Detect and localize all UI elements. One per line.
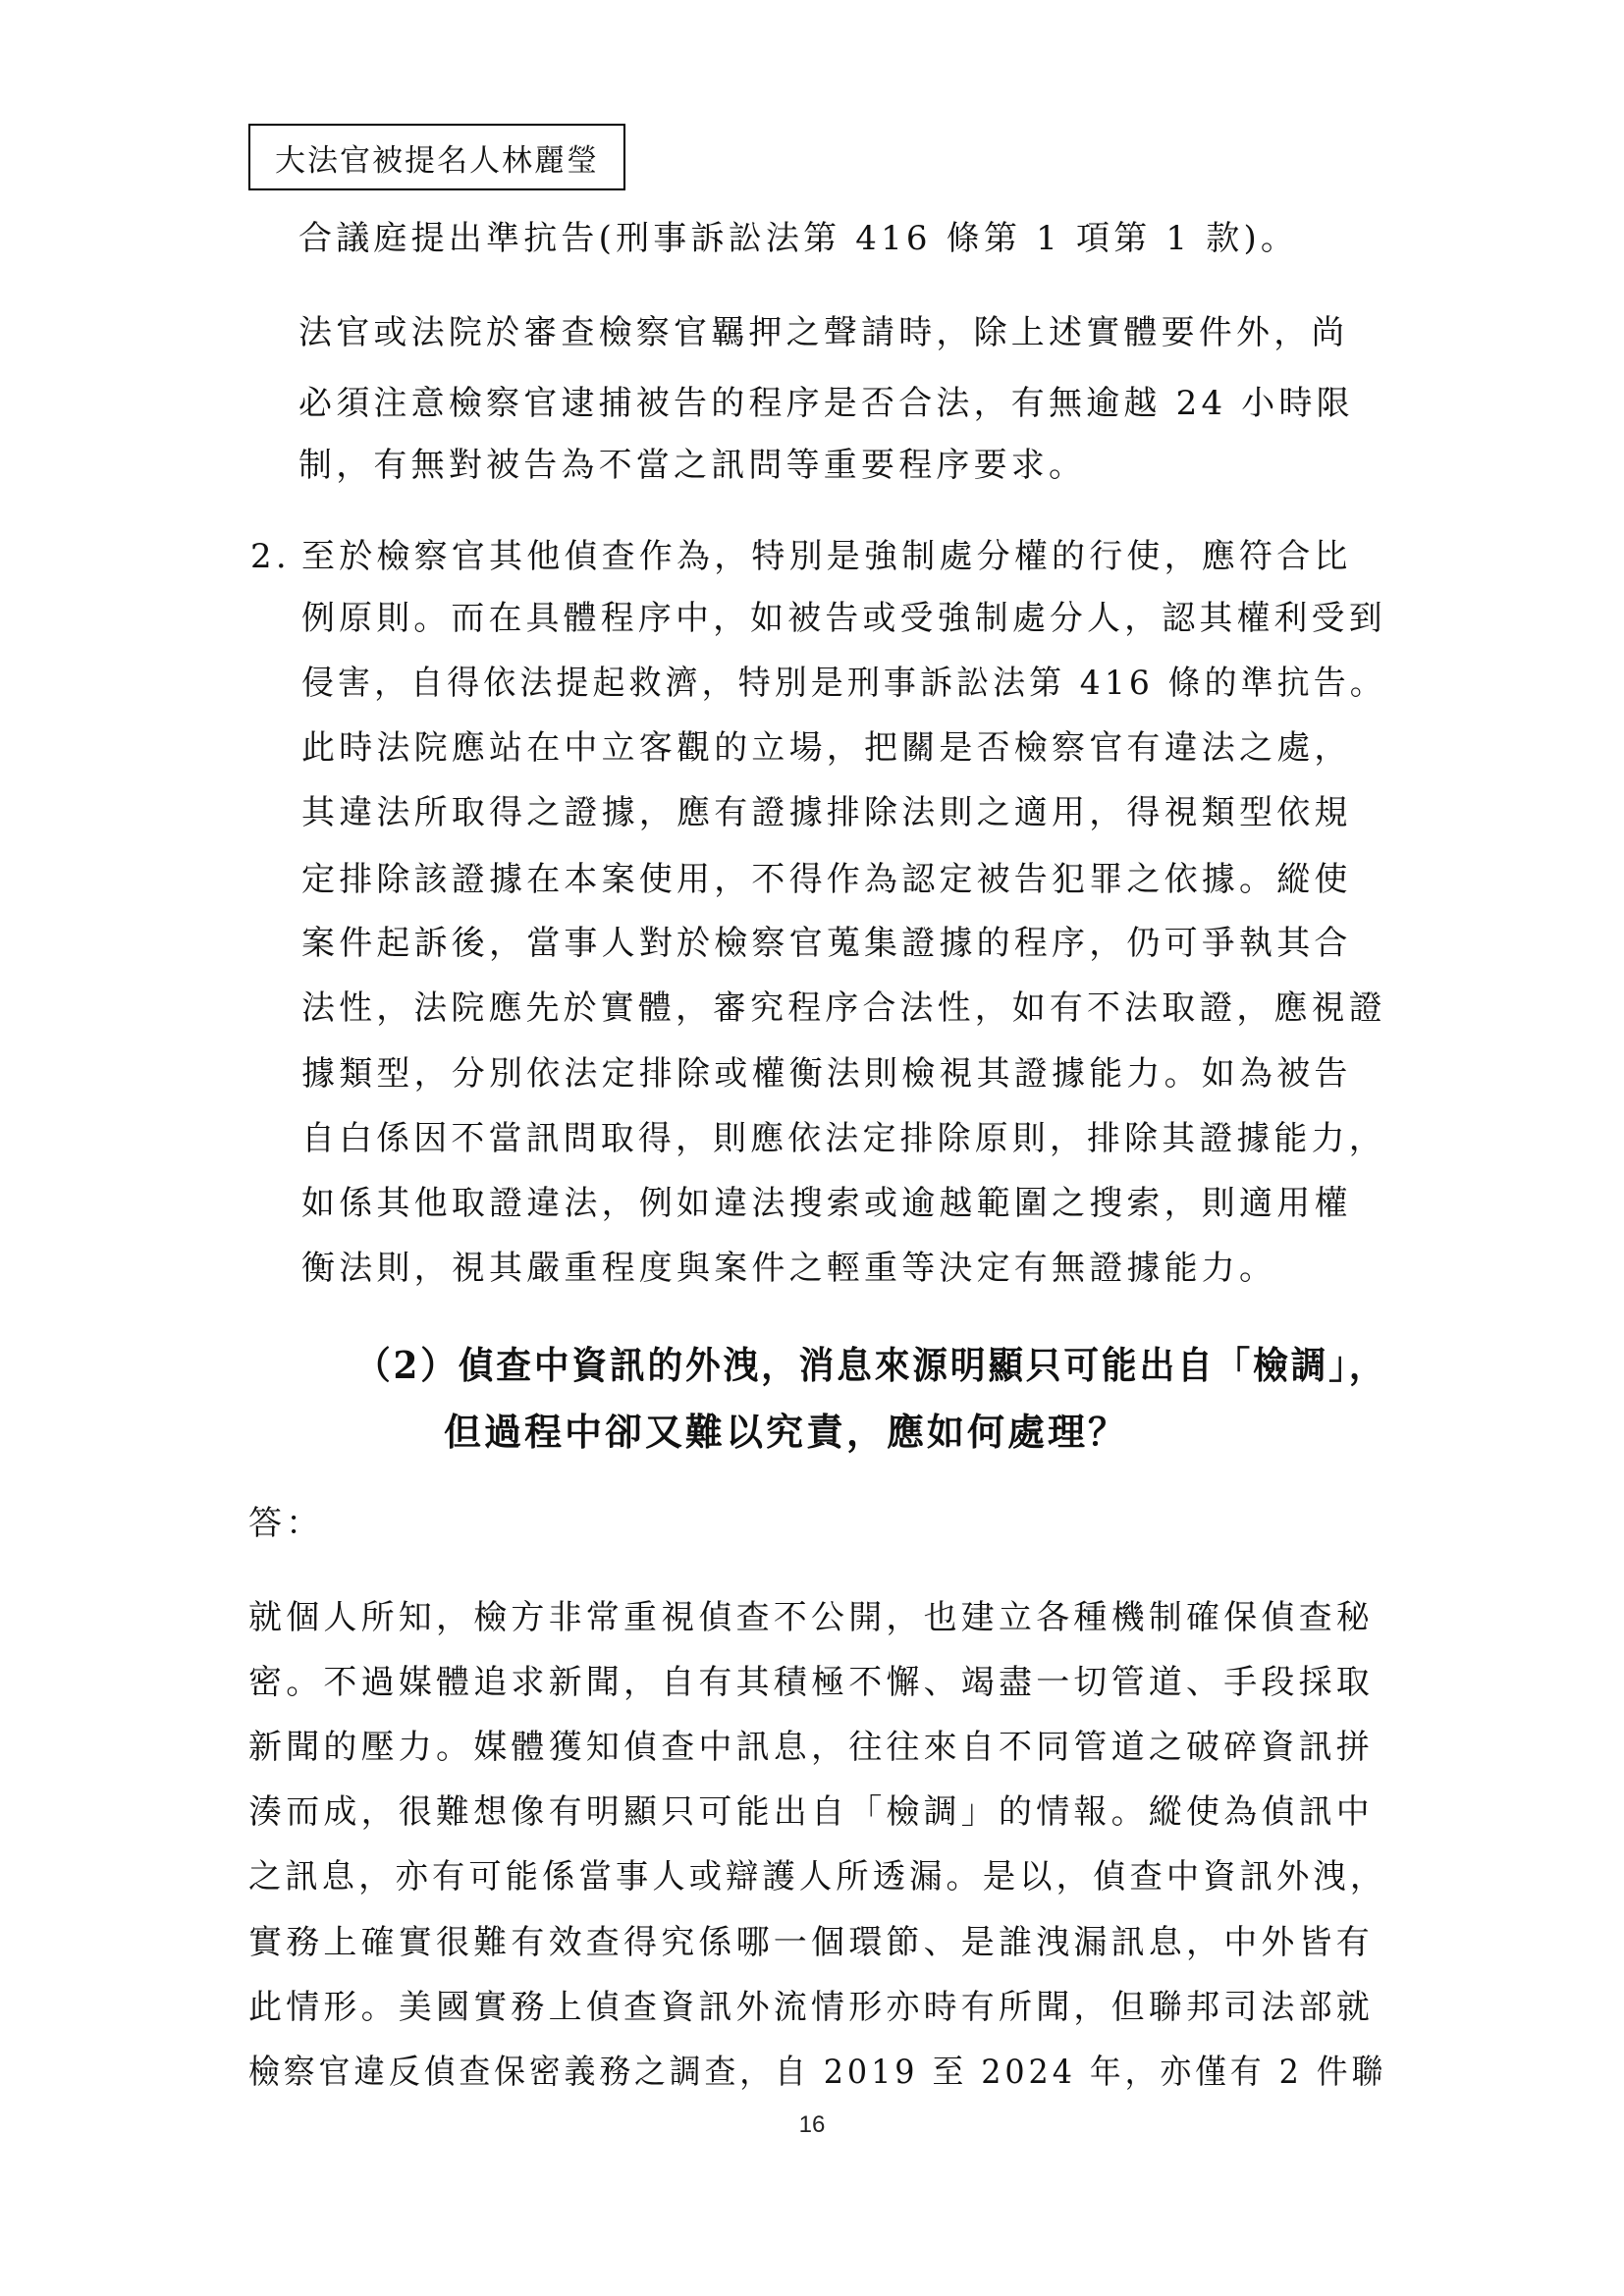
paragraph-line: 制，有無對被告為不當之訊問等重要程序要求。 <box>298 446 1087 485</box>
answer-line: 密。不過媒體追求新聞，自有其積極不懈、竭盡一切管道、手段採取 <box>248 1663 1374 1702</box>
page-number: 16 <box>798 2111 826 2138</box>
list-item-line: 衡法則，視其嚴重程度與案件之輕重等決定有無證據能力。 <box>301 1249 1277 1288</box>
answer-line: 湊而成，很難想像有明顯只可能出自「檢調」的情報。縱使為偵訊中 <box>248 1792 1374 1832</box>
question-heading-continued: 但過程中卻又難以究責，應如何處理？ <box>444 1410 1129 1454</box>
nominee-header-box: 大法官被提名人林麗瑩 <box>248 124 625 190</box>
list-item-line: 例原則。而在具體程序中，如被告或受強制處分人，認其權利受到 <box>301 599 1386 638</box>
answer-line: 檢察官違反偵查保密義務之調查，自 2019 至 2024 年，亦僅有 2 件聯 <box>248 2053 1387 2092</box>
list-item-line: 案件起訴後，當事人對於檢察官蒐集證據的程序，仍可爭執其合 <box>301 924 1352 963</box>
answer-line: 之訊息，亦有可能係當事人或辯護人所透漏。是以，偵查中資訊外洩， <box>248 1857 1387 1896</box>
list-marker: 2. <box>250 537 291 576</box>
list-item-line: 法性，法院應先於實體，審究程序合法性，如有不法取證，應視證 <box>301 988 1386 1028</box>
answer-label: 答： <box>248 1504 324 1543</box>
list-item-line: 此時法院應站在中立客觀的立場，把關是否檢察官有違法之處， <box>301 728 1352 768</box>
list-item-line: 如係其他取證違法，例如違法搜索或逾越範圍之搜索，則適用權 <box>301 1184 1352 1223</box>
list-item-line: 據類型，分別依法定排除或權衡法則檢視其證據能力。如為被告 <box>301 1054 1352 1094</box>
list-item-line: 自白係因不當訊問取得，則應依法定排除原則，排除其證據能力， <box>301 1119 1386 1158</box>
list-item-line: 侵害，自得依法提起救濟，特別是刑事訴訟法第 416 條的準抗告。 <box>301 664 1386 703</box>
list-item-line: 定排除該證據在本案使用，不得作為認定被告犯罪之依據。縱使 <box>301 860 1352 899</box>
list-item-line: 其違法所取得之證據，應有證據排除法則之適用，得視類型依規 <box>301 793 1352 832</box>
paragraph-line: 法官或法院於審查檢察官羈押之聲請時，除上述實體要件外，尚 <box>298 313 1349 352</box>
question-heading: （2）偵查中資訊的外洩，消息來源明顯只可能出自「檢調」， <box>355 1343 1387 1387</box>
answer-line: 新聞的壓力。媒體獲知偵查中訊息，往往來自不同管道之破碎資訊拼 <box>248 1728 1374 1767</box>
answer-line: 就個人所知，檢方非常重視偵查不公開，也建立各種機制確保偵查秘 <box>248 1598 1374 1637</box>
paragraph-line: 必須注意檢察官逮捕被告的程序是否合法，有無逾越 24 小時限 <box>298 384 1354 423</box>
answer-line: 此情形。美國實務上偵查資訊外流情形亦時有所聞，但聯邦司法部就 <box>248 1988 1374 2027</box>
paragraph-line: 合議庭提出準抗告(刑事訴訟法第 416 條第 1 項第 1 款)。 <box>298 219 1299 258</box>
answer-line: 實務上確實很難有效查得究係哪一個環節、是誰洩漏訊息，中外皆有 <box>248 1923 1374 1962</box>
list-item-line: 至於檢察官其他偵查作為，特別是強制處分權的行使，應符合比 <box>301 537 1352 576</box>
